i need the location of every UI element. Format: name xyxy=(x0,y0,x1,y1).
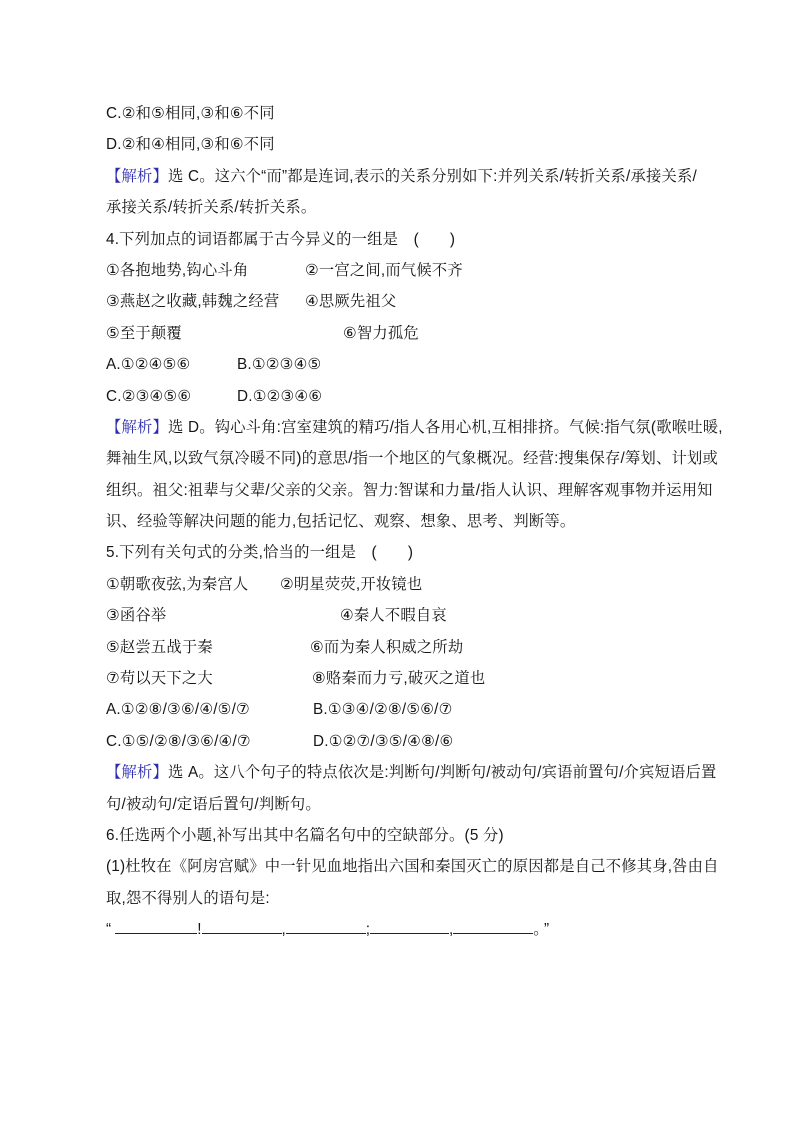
analysis-line xyxy=(106,418,736,449)
text-line: D.②和④相同,③和⑥不同 xyxy=(106,136,275,154)
text-line: 组织。祖父:祖辈与父辈/父亲的父亲。智力:智谋和力量/指人认识、理解客观事物并运用知 xyxy=(106,481,713,499)
blank-underline xyxy=(370,920,449,934)
option-line xyxy=(106,732,736,763)
option-col-2: B.①③④/②⑧/⑤⑥/⑦ xyxy=(313,701,453,719)
text-line: (1)杜牧在《阿房宫赋》中一针见血地指出六国和秦国灭亡的原因都是自己不修其身,咎由自 xyxy=(106,858,719,876)
open-quote: “ xyxy=(106,921,112,939)
document-body xyxy=(106,104,736,952)
text-line: 4.下列加点的词语都属于古今异义的一组是 ( ) xyxy=(106,230,456,248)
option-line xyxy=(106,261,736,292)
option-line xyxy=(106,292,736,323)
close-quote: ” xyxy=(543,921,550,939)
option-col-1: C.②③④⑤⑥ xyxy=(106,387,192,405)
option-line xyxy=(106,324,736,355)
punctuation: , xyxy=(281,921,286,939)
text-line: 舞袖生风,以致气氛冷暖不同)的意思/指一个地区的气象概况。经营:搜集保存/筹划、计划或 xyxy=(106,450,718,468)
blank-underline xyxy=(115,920,197,934)
text-line: 6.任选两个小题,补写出其中名篇名句中的空缺部分。(5 分) xyxy=(106,826,504,844)
blank-underline xyxy=(202,920,282,934)
text-line: 句/被动句/定语后置句/判断句。 xyxy=(106,795,321,813)
option-col-2: ④思厥先祖父 xyxy=(305,293,397,311)
blank-underline xyxy=(453,920,533,934)
option-line xyxy=(106,387,736,418)
option-line xyxy=(106,669,736,700)
text-line: 承接关系/转折关系/转折关系。 xyxy=(106,199,317,217)
option-line xyxy=(106,575,736,606)
punctuation: ! xyxy=(197,921,202,939)
punctuation: , xyxy=(449,921,454,939)
option-col-2: D.①②⑦/③⑤/④⑧/⑥ xyxy=(313,732,454,750)
punctuation: ; xyxy=(365,921,371,939)
option-col-2: ②一宫之间,而气候不齐 xyxy=(305,261,463,279)
option-col-1: A.①②⑧/③⑥/④/⑤/⑦ xyxy=(106,701,250,719)
text-line: 5.下列有关句式的分类,恰当的一组是 ( ) xyxy=(106,544,414,562)
option-col-1: ①朝歌夜弦,为秦宫人 xyxy=(106,575,249,593)
blank-underline xyxy=(286,920,366,934)
option-col-2: ⑥智力孤危 xyxy=(343,324,419,342)
analysis-text: 选 A。这八个句子的特点依次是:判断句/判断句/被动句/宾语前置句/介宾短语后置 xyxy=(168,764,717,782)
text-line: 取,怨不得别人的语句是: xyxy=(106,889,270,907)
option-col-1: C.①⑤/②⑧/③⑥/④/⑦ xyxy=(106,732,251,750)
option-col-2: ⑧赂秦而力亏,破灭之道也 xyxy=(312,670,486,688)
option-col-1: ③函谷举 xyxy=(106,607,167,625)
analysis-text: 选 D。钩心斗角:宫室建筑的精巧/指人各用心机,互相排挤。气候:指气氛(歌喉吐暖, xyxy=(168,418,723,436)
option-col-1: ⑦苟以天下之大 xyxy=(106,670,213,688)
option-col-1: ⑤至于颠覆 xyxy=(106,324,182,342)
option-line xyxy=(106,355,736,386)
text-line: C.②和⑤相同,③和⑥不同 xyxy=(106,105,275,122)
option-line xyxy=(106,700,736,731)
punctuation: 。 xyxy=(533,921,541,939)
text-line: 识、经验等解决问题的能力,包括记忆、观察、想象、思考、判断等。 xyxy=(106,513,576,531)
option-col-2: ⑥而为秦人积威之所劫 xyxy=(310,638,464,656)
option-line xyxy=(106,606,736,637)
analysis-label: 【解析】 xyxy=(106,418,168,436)
option-line xyxy=(106,638,736,669)
option-col-2: ②明星荧荧,开妆镜也 xyxy=(280,575,423,593)
analysis-label: 【解析】 xyxy=(106,764,168,782)
option-col-1: ③燕赵之收藏,韩魏之经营 xyxy=(106,293,280,311)
option-col-2: B.①②③④⑤ xyxy=(237,356,322,374)
blank-fill-line xyxy=(106,920,736,951)
option-col-1: ⑤赵尝五战于秦 xyxy=(106,638,213,656)
option-col-1: A.①②④⑤⑥ xyxy=(106,356,191,374)
option-col-2: D.①②③④⑥ xyxy=(237,387,323,405)
option-col-2: ④秦人不暇自哀 xyxy=(340,607,447,625)
analysis-text: 选 C。这六个“而”都是连词,表示的关系分别如下:并列关系/转折关系/承接关系/ xyxy=(168,167,697,185)
analysis-label: 【解析】 xyxy=(106,167,168,185)
option-col-1: ①各抱地势,钩心斗角 xyxy=(106,261,249,279)
analysis-line xyxy=(106,763,736,794)
analysis-line xyxy=(106,167,736,198)
